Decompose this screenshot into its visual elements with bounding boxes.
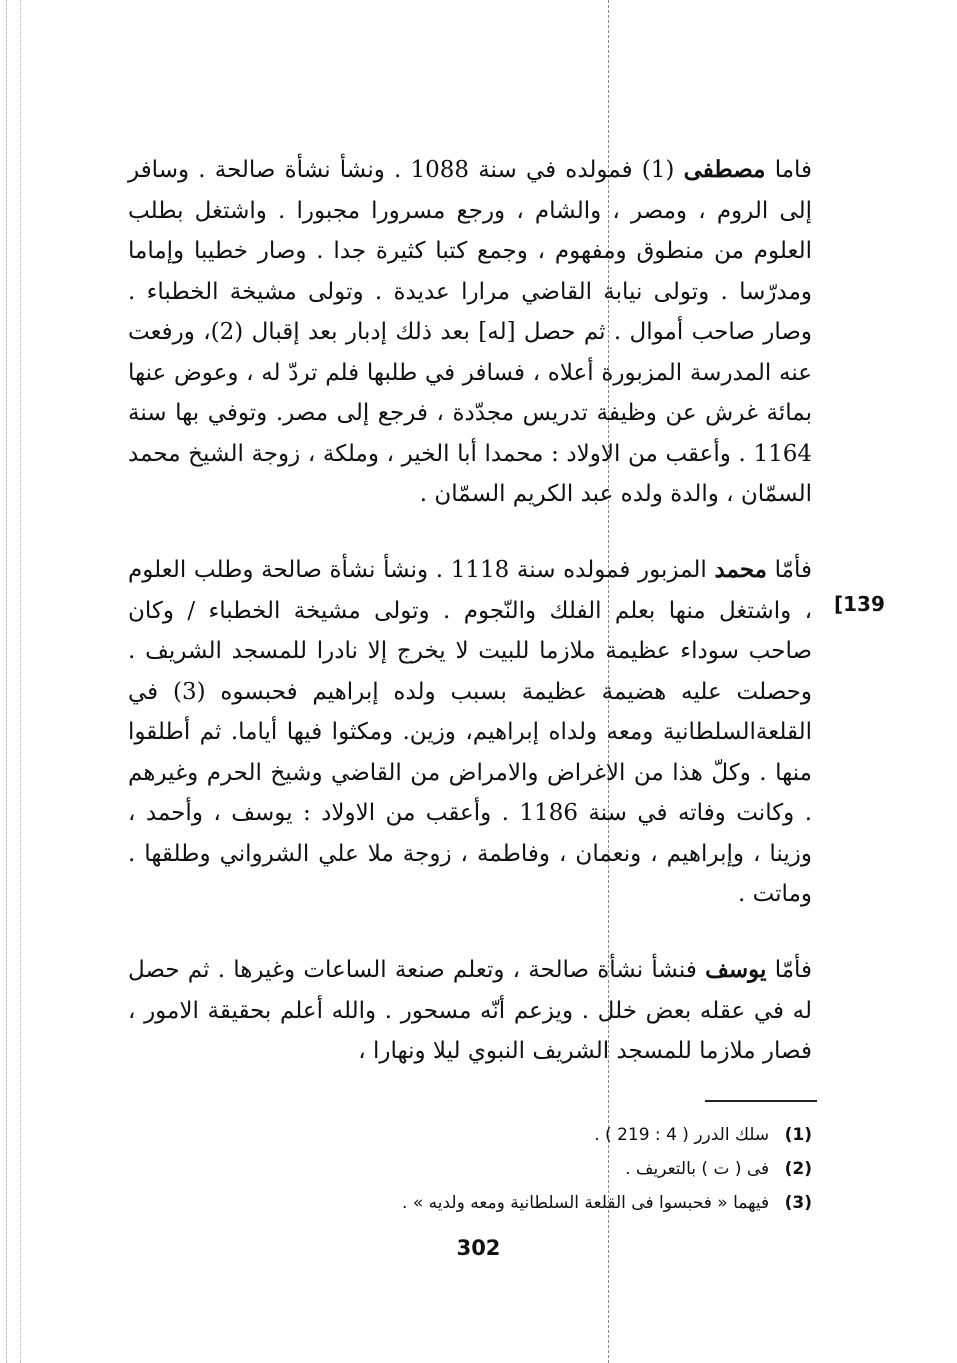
page-number: 302: [456, 1236, 501, 1260]
footnote-1: [200, 1118, 812, 1152]
footnote-3: [200, 1186, 812, 1220]
paragraph-text: المزبور فمولده سنة 1118 . ونشأ نشأة صالحة وطلب العلوم ، واشتغل منها بعلم الفلك والنّجوم . وتولى مشيخة الخطباء / وكان صاحب سوداء عظيمة ملازما للبيت لا يخرج إلا نادرا للمسجد الشريف . وحصلت عليه هضيمة عظيمة بسبب ولده إبراهيم فحبسوه (3) في القلعةالسلطانية ومعه ولداه إبراهيم، وزين. ومكثوا فيها أياما. ثم أطلقوا منها . وكلّ هذا من الاغراض والامراض من القاضي وشيخ الحرم وغيرهم . وكانت وفاته في سنة 1186 . وأعقب من الاولاد : يوسف ، وأحمد ، وزينا ، وإبراهيم ، ونعمان ، وفاطمة ، زوجة ملا علي الشرواني وطلقها . وماتت .: [128, 557, 812, 907]
person-name: مصطفى: [683, 156, 766, 183]
footnote-text: سلك الدرر ( 4 : 219 ) .: [594, 1125, 770, 1145]
paragraph-yusuf: [128, 950, 812, 1072]
footnote-divider: [705, 1100, 817, 1102]
paragraph-lead: فاما: [774, 157, 813, 183]
paragraph-text: (1) فمولده في سنة 1088 . ونشأ نشأة صالحة . وسافر إلى الروم ، ومصر ، والشام ، ورجع مسرورا مجبورا . واشتغل بطلب العلوم من منطوق ومفهوم ، وجمع كتبا كثيرة جدا . وصار خطيبا وإماما ومدرّسا . وتولى نيابة القاضي مرارا عديدة . وتولى مشيخة الخطباء . وصار صاحب أموال . ثم حصل [له] بعد ذلك إدبار بعد إقبال (2)، ورفعت عنه المدرسة المزبورة أعلاه ، فسافر في طلبها فلم تردّ له ، وعوض عنها بمائة غرش عن وظيفة تدريس مجدّدة ، فرجع إلى مصر. وتوفي بها سنة 1164 . وأعقب من الاولاد : محمدا أبا الخير ، وملكة ، زوجة الشيخ محمد السمّان ، والدة ولده عبد الكريم السمّان .: [128, 157, 812, 507]
footnote-number: (1): [784, 1125, 812, 1145]
page-edge-line: [6, 0, 7, 1363]
page-edge-line: [20, 0, 21, 1363]
paragraph-mustafa: [128, 150, 812, 515]
footnote-text: فيهما « فحبسوا فى القلعة السلطانية ومعه ولديه » .: [402, 1193, 770, 1213]
footnote-2: [200, 1152, 812, 1186]
footnotes: [200, 1118, 812, 1220]
paragraph-lead: فأمّا: [774, 957, 813, 983]
person-name: يوسف: [705, 956, 767, 983]
margin-page-reference: [139: [834, 592, 885, 616]
paragraph-text: فنشأ نشأة صالحة ، وتعلم صنعة الساعات وغيرها . ثم حصل له في عقله بعض خلل . ويزعم أنّه مسحور . والله أعلم بحقيقة الامور ، فصار ملازما للمسجد الشريف النبوي ليلا ونهارا ،: [128, 957, 812, 1064]
person-name: محمد: [714, 556, 768, 583]
footnote-text: فى ( ت ) بالتعريف .: [625, 1159, 770, 1179]
paragraph-muhammad: [128, 550, 812, 915]
footnote-number: (2): [784, 1159, 812, 1179]
paragraph-lead: فأمّا: [774, 557, 812, 583]
footnote-number: (3): [784, 1193, 812, 1213]
